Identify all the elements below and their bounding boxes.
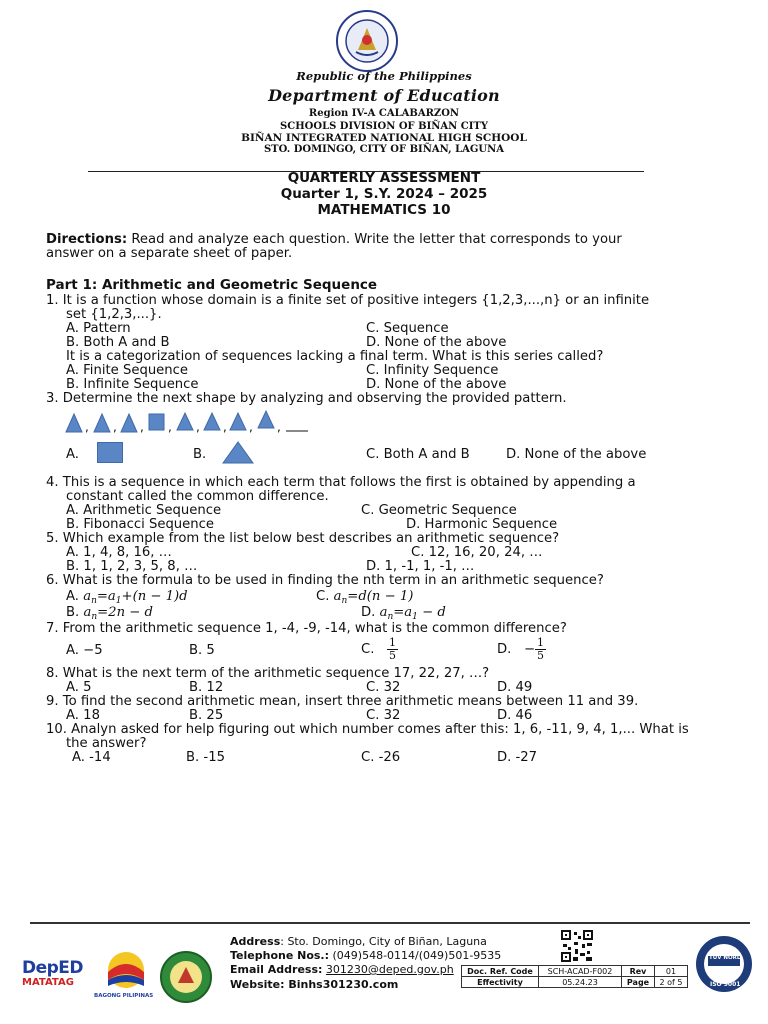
q9-option-d: D. 46 xyxy=(497,708,533,723)
q10-stem-cont: the answer? xyxy=(66,736,147,751)
q1-option-c: C. Sequence xyxy=(366,321,449,336)
department-heading: Department of Education xyxy=(268,86,500,105)
bagong-pilipinas-label: BAGONG PILIPINAS xyxy=(94,993,154,999)
q2-option-c: C. Infinity Sequence xyxy=(366,363,499,378)
svg-text:,: , xyxy=(223,420,227,434)
q8-option-a: A. 5 xyxy=(66,680,92,695)
svg-text:,: , xyxy=(277,420,281,434)
republic-heading: Republic of the Philippines xyxy=(296,69,472,83)
q3-option-c: C. Both A and B xyxy=(366,447,470,462)
q10-option-b: B. -15 xyxy=(186,750,225,765)
subject-title: MATHEMATICS 10 xyxy=(317,202,451,218)
q10-option-c: C. -26 xyxy=(361,750,401,765)
q4-option-a: A. Arithmetic Sequence xyxy=(66,503,222,518)
q9-stem: 9. To find the second arithmetic mean, insert three arithmetic means between 11 and 39. xyxy=(46,694,639,709)
q2-option-d: D. None of the above xyxy=(366,377,507,392)
tuv-label: TÜV NORD xyxy=(709,955,742,961)
q3-stem: 3. Determine the next shape by analyzing and observing the provided pattern. xyxy=(46,391,567,406)
q3-option-d: D. None of the above xyxy=(506,447,647,462)
q1-option-d: D. None of the above xyxy=(366,335,507,350)
svg-text:,: , xyxy=(140,420,144,434)
footer-phone: Telephone Nos.: (049)548-0114/(049)501-9535 xyxy=(230,949,502,962)
region-line: Region IV-A CALABARZON xyxy=(308,108,460,119)
q1-option-b: B. Both A and B xyxy=(66,335,170,350)
fraction: $\frac{1}{5}$ xyxy=(537,636,544,662)
q3-option-b: B. xyxy=(193,447,207,462)
q9-option-b: B. 25 xyxy=(189,708,224,723)
svg-text:,: , xyxy=(85,420,89,434)
fraction: $\frac{1}{5}$ xyxy=(388,636,396,662)
footer-email: Email Address: 301230@deped.gov.ph xyxy=(230,963,454,976)
email-link[interactable]: 301230@deped.gov.ph xyxy=(325,963,454,976)
q4-option-c: C. Geometric Sequence xyxy=(361,503,517,518)
q4-option-b: B. Fibonacci Sequence xyxy=(66,517,215,532)
directions-label: Directions: xyxy=(46,232,128,247)
q6-option-a: A. $a_n=a_1+(n - 1)d$ xyxy=(66,589,188,606)
q9-option-a: A. 18 xyxy=(66,708,100,723)
directions-cont: answer on a separate sheet of paper. xyxy=(46,246,293,261)
school-line: BIÑAN INTEGRATED NATIONAL HIGH SCHOOL xyxy=(241,132,527,144)
assessment-title: QUARTERLY ASSESSMENT xyxy=(287,170,481,186)
q2-option-a: A. Finite Sequence xyxy=(66,363,189,378)
q4-option-d: D. Harmonic Sequence xyxy=(406,517,558,532)
q7-option-a: A. −5 xyxy=(66,643,103,658)
square-shape xyxy=(97,442,123,463)
footer-website[interactable]: Website: Binhs301230.com xyxy=(230,978,399,991)
q1-option-a: A. Pattern xyxy=(66,321,131,336)
svg-text:,: , xyxy=(249,420,253,434)
table-row: Effectivity 05.24.23 Page 2 of 5 xyxy=(462,977,688,988)
triangle-shape xyxy=(221,440,255,465)
document-control-table xyxy=(461,965,688,988)
q5-option-d: D. 1, -1, 1, -1, … xyxy=(366,559,475,574)
q8-option-c: C. 32 xyxy=(366,680,401,695)
q9-option-c: C. 32 xyxy=(366,708,401,723)
q10-option-a: A. -14 xyxy=(72,750,111,765)
q10-stem: 10. Analyn asked for help figuring out which number comes after this: 1, 6, -11, 9, 4, 1,... What is xyxy=(46,722,689,737)
q4-stem-cont: constant called the common difference. xyxy=(66,489,329,504)
q5-option-b: B. 1, 1, 2, 3, 5, 8, … xyxy=(66,559,198,574)
svg-text:,: , xyxy=(113,420,117,434)
q10-option-d: D. -27 xyxy=(497,750,538,765)
q1-stem: 1. It is a function whose domain is a finite set of positive integers {1,2,3,...,n} or an infinite xyxy=(46,293,650,308)
q5-stem: 5. Which example from the list below best describes an arithmetic sequence? xyxy=(46,531,560,546)
q5-option-c: C. 12, 16, 20, 24, … xyxy=(411,545,543,560)
q6-stem: 6. What is the formula to be used in finding the nth term in an arithmetic sequence? xyxy=(46,573,604,588)
q7-option-b: B. 5 xyxy=(189,643,215,658)
deped-logo: DepED MATATAG xyxy=(22,958,84,988)
q6-option-b: B. $a_n=2n - d$ xyxy=(66,605,153,622)
q8-option-b: B. 12 xyxy=(189,680,224,695)
school-seal-logo xyxy=(158,951,214,1003)
directions: Directions: Read and analyze each question. Write the letter that corresponds to your xyxy=(46,232,622,247)
bagong-pilipinas-logo xyxy=(101,950,151,990)
footer-divider xyxy=(30,922,750,924)
q6-option-c: C. $a_n=d(n - 1)$ xyxy=(316,589,414,606)
footer-address: Address: Sto. Domingo, City of Biñan, Laguna xyxy=(230,935,487,948)
location-line: STO. DOMINGO, CITY OF BIÑAN, LAGUNA xyxy=(263,144,505,155)
q1-stem-cont: set {1,2,3,...}. xyxy=(66,307,162,322)
q7-option-c: C. $\frac{1}{5}$ xyxy=(361,636,396,662)
quarter-title: Quarter 1, S.Y. 2024 – 2025 xyxy=(280,186,488,202)
table-row: Doc. Ref. Code SCH-ACAD-F002 Rev 01 xyxy=(462,966,688,977)
q7-stem: 7. From the arithmetic sequence 1, -4, -9, -14, what is the common difference? xyxy=(46,621,567,636)
q7-option-d: D. − $\frac{1}{5}$ xyxy=(497,636,544,662)
svg-text:,: , xyxy=(168,420,172,434)
q2-stem: It is a categorization of sequences lacking a final term. What is this series called? xyxy=(66,349,604,364)
q2-option-b: B. Infinite Sequence xyxy=(66,377,199,392)
q6-option-d: D. $a_n=a_1 - d$ xyxy=(361,605,446,622)
division-line: SCHOOLS DIVISION OF BIÑAN CITY xyxy=(280,121,488,132)
q4-stem: 4. This is a sequence in which each term that follows the first is obtained by appending a xyxy=(46,475,636,490)
qr-code-icon xyxy=(560,929,594,963)
iso-label: ISO 9001 xyxy=(710,981,741,988)
q3-option-a: A. xyxy=(66,447,79,462)
shape-pattern xyxy=(62,408,312,436)
q8-stem: 8. What is the next term of the arithmetic sequence 17, 22, 27, …? xyxy=(46,666,490,681)
part1-heading: Part 1: Arithmetic and Geometric Sequence xyxy=(46,277,378,293)
q5-option-a: A. 1, 4, 8, 16, … xyxy=(66,545,172,560)
q8-option-d: D. 49 xyxy=(497,680,533,695)
svg-text:,: , xyxy=(196,420,200,434)
deped-seal-logo xyxy=(334,10,400,72)
